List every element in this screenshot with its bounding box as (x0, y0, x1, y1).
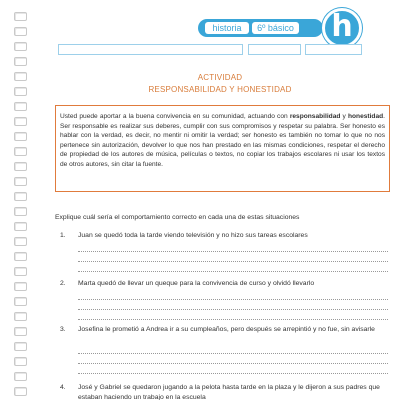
question-number: 3. (60, 326, 66, 333)
intro-box (55, 105, 390, 192)
instruction-text: Explique cuál sería el comportamiento correcto en cada una de estas situaciones (55, 214, 300, 221)
answer-line[interactable] (78, 271, 388, 272)
binding-ring (14, 297, 27, 306)
answer-line[interactable] (78, 261, 388, 262)
binding-ring (14, 162, 27, 171)
binding-ring (14, 72, 27, 81)
binding-ring (14, 282, 27, 291)
binding-ring (14, 387, 27, 396)
subject-tag: historia (205, 22, 249, 34)
notebook-binding (0, 0, 40, 400)
binding-ring (14, 267, 27, 276)
intro-text: . Ser responsable es realizar sus deberes, cumplir con sus compromisos y respetar su palabra. Ser honesto es hablar con la verdad, es decir, no mentir ni omitir la verdad; ser honesto es también no tomar lo que no nos pertenece sin autorización, devolver lo que nos han prestado en las mismas condiciones, respetar el derecho de propiedad de los autores de música, películas o textos, no copiar los trabajos escolares ni usar los textos de otros autores, sin citar la fuente. (60, 113, 385, 168)
answer-line[interactable] (78, 353, 388, 354)
answer-line[interactable] (78, 363, 388, 364)
answer-line[interactable] (78, 251, 388, 252)
question-text: Josefina le prometió a Andrea ir a su cumpleaños, pero después se arrepintió y no fue, sin avisarle (78, 326, 375, 333)
name-field[interactable] (58, 44, 243, 55)
binding-ring (14, 132, 27, 141)
intro-bold-responsibility: responsabilidad (289, 113, 341, 120)
binding-ring (14, 177, 27, 186)
intro-bold-honesty: honestidad (347, 113, 384, 120)
activity-subtitle: RESPONSABILIDAD Y HONESTIDAD (148, 85, 292, 94)
binding-ring (14, 222, 27, 231)
binding-ring (14, 372, 27, 381)
question-text: Juan se quedó toda la tarde viendo televisión y no hizo sus tareas escolares (78, 232, 308, 239)
binding-ring (14, 342, 27, 351)
student-info-row (0, 42, 400, 56)
answer-line[interactable] (78, 319, 388, 320)
date-field[interactable] (305, 44, 362, 55)
course-field[interactable] (248, 44, 301, 55)
answer-line[interactable] (78, 299, 388, 300)
answer-line[interactable] (78, 373, 388, 374)
question-number: 1. (60, 232, 66, 239)
binding-ring (14, 207, 27, 216)
binding-ring (14, 117, 27, 126)
binding-ring (14, 357, 27, 366)
binding-ring (14, 87, 27, 96)
binding-ring (14, 27, 27, 36)
binding-ring (14, 327, 27, 336)
binding-ring (14, 192, 27, 201)
subject-logo: h (322, 8, 362, 48)
intro-text: Usted puede aportar a la buena convivencia en su comunidad, actuando con (60, 113, 290, 120)
activity-title: ACTIVIDAD (197, 73, 243, 82)
question-number: 2. (60, 280, 66, 287)
grade-tag: 6º básico (252, 22, 299, 34)
question-number: 4. (60, 384, 66, 391)
question-text: José y Gabriel se quedaron jugando a la pelota hasta tarde en la plaza y le dijeron a sus padres que estaban haciendo un trabajo en la escuela (78, 384, 380, 400)
binding-ring (14, 237, 27, 246)
question-text: Marta quedó de llevar un queque para la convivencia de curso y olvidó llevarlo (78, 280, 315, 287)
binding-ring (14, 312, 27, 321)
binding-ring (14, 252, 27, 261)
binding-ring (14, 57, 27, 66)
binding-ring (14, 102, 27, 111)
intro-text: y (340, 113, 348, 120)
binding-ring (14, 12, 27, 21)
binding-ring (14, 147, 27, 156)
answer-line[interactable] (78, 309, 388, 310)
